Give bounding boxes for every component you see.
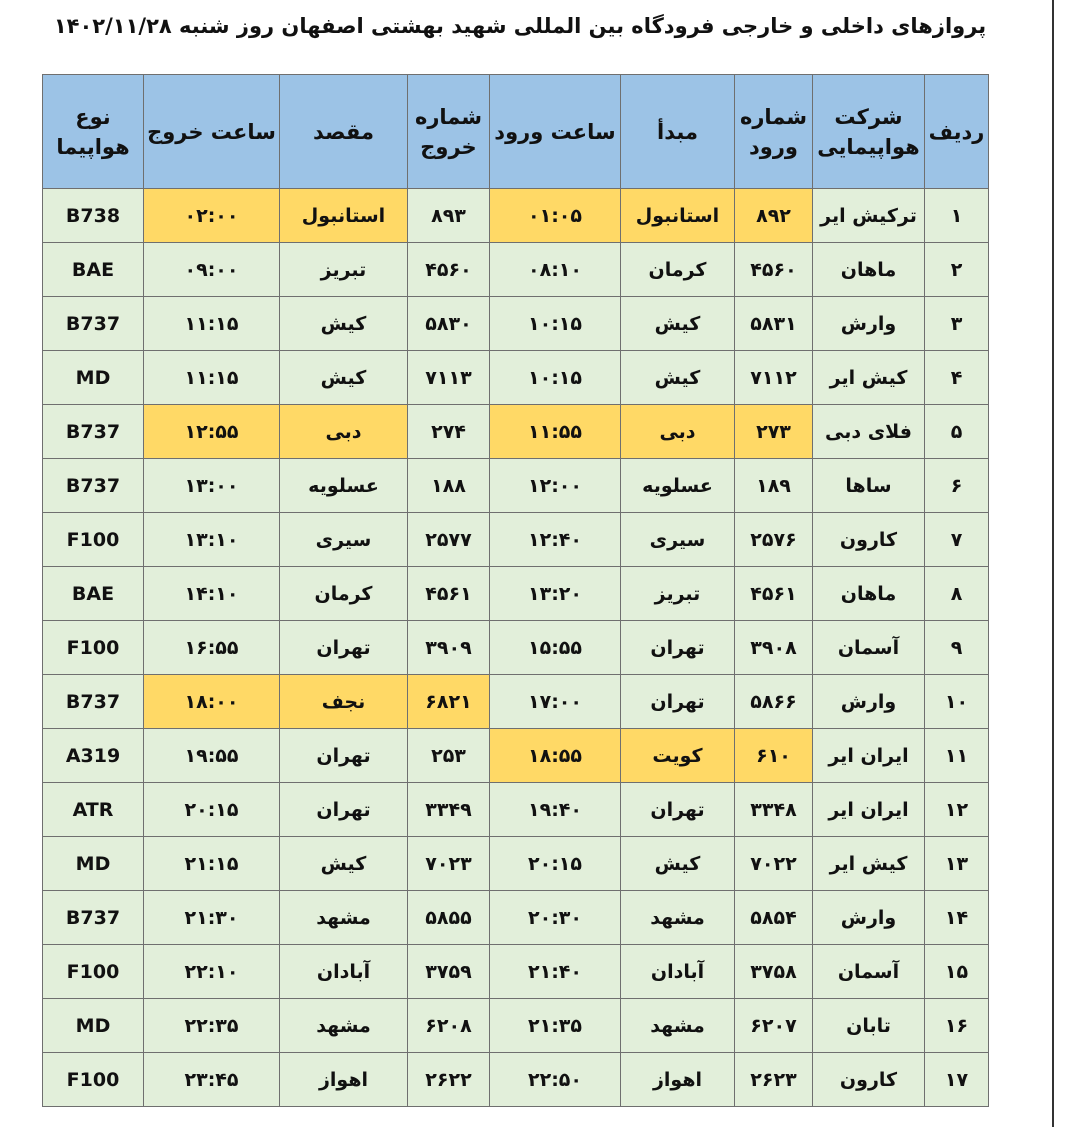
- departure-time-cell: ۱۹:۵۵: [144, 729, 280, 783]
- destination-cell: تهران: [280, 783, 408, 837]
- arrival-time-cell: ۲۲:۵۰: [490, 1053, 621, 1107]
- arrival-number-cell: ۳۳۴۸: [735, 783, 813, 837]
- departure-number-cell: ۷۱۱۳: [408, 351, 490, 405]
- departure-number-cell: ۲۷۴: [408, 405, 490, 459]
- row-number-cell: ۱۲: [925, 783, 989, 837]
- header-arrival-number: شماره ورود: [735, 75, 813, 189]
- header-row-number: ردیف: [925, 75, 989, 189]
- airline-cell: کیش ایر: [813, 837, 925, 891]
- page-title: پروازهای داخلی و خارجی فرودگاه بین المللی شهید بهشتی اصفهان روز شنبه ۱۴۰۲/۱۱/۲۸: [53, 14, 987, 38]
- destination-cell: کیش: [280, 351, 408, 405]
- departure-number-cell: ۴۵۶۰: [408, 243, 490, 297]
- aircraft-type-cell: B737: [43, 459, 144, 513]
- table-row: [43, 945, 989, 999]
- aircraft-type-cell: A319: [43, 729, 144, 783]
- origin-cell: آبادان: [621, 945, 735, 999]
- airline-cell: فلای دبی: [813, 405, 925, 459]
- origin-cell: کرمان: [621, 243, 735, 297]
- arrival-time-cell: ۱۰:۱۵: [490, 297, 621, 351]
- arrival-time-cell: ۲۱:۳۵: [490, 999, 621, 1053]
- departure-time-cell: ۲۳:۴۵: [144, 1053, 280, 1107]
- departure-number-cell: ۶۲۰۸: [408, 999, 490, 1053]
- table-row: [43, 567, 989, 621]
- row-number-cell: ۱۴: [925, 891, 989, 945]
- departure-number-cell: ۲۵۷۷: [408, 513, 490, 567]
- arrival-time-cell: ۱۹:۴۰: [490, 783, 621, 837]
- departure-time-cell: ۰۹:۰۰: [144, 243, 280, 297]
- arrival-number-cell: ۶۱۰: [735, 729, 813, 783]
- aircraft-type-cell: B737: [43, 405, 144, 459]
- row-number-cell: ۱۵: [925, 945, 989, 999]
- airline-cell: آسمان: [813, 621, 925, 675]
- table-header-row: [43, 75, 989, 189]
- airline-cell: وارش: [813, 297, 925, 351]
- table-row: [43, 621, 989, 675]
- origin-cell: کیش: [621, 351, 735, 405]
- departure-time-cell: ۰۲:۰۰: [144, 189, 280, 243]
- departure-time-cell: ۱۴:۱۰: [144, 567, 280, 621]
- airline-cell: تابان: [813, 999, 925, 1053]
- destination-cell: کیش: [280, 297, 408, 351]
- arrival-time-cell: ۱۱:۵۵: [490, 405, 621, 459]
- row-number-cell: ۷: [925, 513, 989, 567]
- table-row: [43, 675, 989, 729]
- departure-time-cell: ۲۱:۱۵: [144, 837, 280, 891]
- aircraft-type-cell: F100: [43, 513, 144, 567]
- destination-cell: تهران: [280, 729, 408, 783]
- header-departure-number: شماره خروج: [408, 75, 490, 189]
- aircraft-type-cell: MD: [43, 999, 144, 1053]
- departure-time-cell: ۱۳:۰۰: [144, 459, 280, 513]
- arrival-number-cell: ۳۷۵۸: [735, 945, 813, 999]
- departure-time-cell: ۲۱:۳۰: [144, 891, 280, 945]
- aircraft-type-cell: B737: [43, 297, 144, 351]
- table-row: [43, 297, 989, 351]
- arrival-number-cell: ۷۱۱۲: [735, 351, 813, 405]
- origin-cell: دبی: [621, 405, 735, 459]
- airline-cell: وارش: [813, 891, 925, 945]
- destination-cell: اهواز: [280, 1053, 408, 1107]
- departure-time-cell: ۱۳:۱۰: [144, 513, 280, 567]
- table-row: [43, 459, 989, 513]
- departure-number-cell: ۷۰۲۳: [408, 837, 490, 891]
- departure-time-cell: ۲۲:۱۰: [144, 945, 280, 999]
- origin-cell: تهران: [621, 675, 735, 729]
- table-row: [43, 513, 989, 567]
- origin-cell: تبریز: [621, 567, 735, 621]
- row-number-cell: ۵: [925, 405, 989, 459]
- row-number-cell: ۱۱: [925, 729, 989, 783]
- airline-cell: ترکیش ایر: [813, 189, 925, 243]
- row-number-cell: ۱۷: [925, 1053, 989, 1107]
- table-row: [43, 729, 989, 783]
- departure-number-cell: ۳۳۴۹: [408, 783, 490, 837]
- arrival-time-cell: ۱۲:۰۰: [490, 459, 621, 513]
- airline-cell: ساها: [813, 459, 925, 513]
- destination-cell: مشهد: [280, 891, 408, 945]
- table-row: [43, 351, 989, 405]
- table-row: [43, 999, 989, 1053]
- destination-cell: تبریز: [280, 243, 408, 297]
- departure-time-cell: ۱۸:۰۰: [144, 675, 280, 729]
- header-aircraft-type: نوع هواپیما: [43, 75, 144, 189]
- page-edge-rule: [1052, 0, 1054, 1127]
- arrival-number-cell: ۶۲۰۷: [735, 999, 813, 1053]
- arrival-time-cell: ۲۰:۱۵: [490, 837, 621, 891]
- origin-cell: مشهد: [621, 891, 735, 945]
- aircraft-type-cell: F100: [43, 1053, 144, 1107]
- flights-table: [42, 74, 989, 1107]
- row-number-cell: ۱۶: [925, 999, 989, 1053]
- aircraft-type-cell: B737: [43, 891, 144, 945]
- row-number-cell: ۹: [925, 621, 989, 675]
- row-number-cell: ۱: [925, 189, 989, 243]
- origin-cell: کویت: [621, 729, 735, 783]
- destination-cell: تهران: [280, 621, 408, 675]
- origin-cell: مشهد: [621, 999, 735, 1053]
- row-number-cell: ۱۰: [925, 675, 989, 729]
- departure-number-cell: ۶۸۲۱: [408, 675, 490, 729]
- row-number-cell: ۶: [925, 459, 989, 513]
- arrival-number-cell: ۴۵۶۰: [735, 243, 813, 297]
- airline-cell: کارون: [813, 513, 925, 567]
- arrival-time-cell: ۲۱:۴۰: [490, 945, 621, 999]
- airline-cell: آسمان: [813, 945, 925, 999]
- row-number-cell: ۱۳: [925, 837, 989, 891]
- airline-cell: وارش: [813, 675, 925, 729]
- table-row: [43, 243, 989, 297]
- departure-number-cell: ۲۵۳: [408, 729, 490, 783]
- origin-cell: تهران: [621, 621, 735, 675]
- airline-cell: کارون: [813, 1053, 925, 1107]
- arrival-number-cell: ۵۸۶۶: [735, 675, 813, 729]
- arrival-time-cell: ۱۰:۱۵: [490, 351, 621, 405]
- arrival-number-cell: ۲۷۳: [735, 405, 813, 459]
- aircraft-type-cell: B738: [43, 189, 144, 243]
- aircraft-type-cell: ATR: [43, 783, 144, 837]
- departure-number-cell: ۸۹۳: [408, 189, 490, 243]
- departure-number-cell: ۳۹۰۹: [408, 621, 490, 675]
- arrival-number-cell: ۴۵۶۱: [735, 567, 813, 621]
- header-airline: شرکت هواپیمایی: [813, 75, 925, 189]
- arrival-time-cell: ۰۱:۰۵: [490, 189, 621, 243]
- arrival-time-cell: ۱۸:۵۵: [490, 729, 621, 783]
- departure-time-cell: ۱۱:۱۵: [144, 351, 280, 405]
- table-row: [43, 189, 989, 243]
- table-row: [43, 837, 989, 891]
- table-row: [43, 1053, 989, 1107]
- departure-number-cell: ۱۸۸: [408, 459, 490, 513]
- destination-cell: آبادان: [280, 945, 408, 999]
- header-destination: مقصد: [280, 75, 408, 189]
- origin-cell: کیش: [621, 837, 735, 891]
- origin-cell: تهران: [621, 783, 735, 837]
- arrival-time-cell: ۰۸:۱۰: [490, 243, 621, 297]
- arrival-time-cell: ۱۵:۵۵: [490, 621, 621, 675]
- departure-time-cell: ۱۲:۵۵: [144, 405, 280, 459]
- row-number-cell: ۲: [925, 243, 989, 297]
- arrival-number-cell: ۷۰۲۲: [735, 837, 813, 891]
- table-row: [43, 405, 989, 459]
- aircraft-type-cell: BAE: [43, 567, 144, 621]
- departure-time-cell: ۲۲:۳۵: [144, 999, 280, 1053]
- table-row: [43, 783, 989, 837]
- departure-time-cell: ۱۱:۱۵: [144, 297, 280, 351]
- origin-cell: کیش: [621, 297, 735, 351]
- arrival-time-cell: ۱۳:۲۰: [490, 567, 621, 621]
- row-number-cell: ۳: [925, 297, 989, 351]
- arrival-time-cell: ۱۲:۴۰: [490, 513, 621, 567]
- row-number-cell: ۸: [925, 567, 989, 621]
- departure-number-cell: ۳۷۵۹: [408, 945, 490, 999]
- header-departure-time: ساعت خروج: [144, 75, 280, 189]
- destination-cell: سیری: [280, 513, 408, 567]
- origin-cell: استانبول: [621, 189, 735, 243]
- aircraft-type-cell: BAE: [43, 243, 144, 297]
- origin-cell: سیری: [621, 513, 735, 567]
- arrival-time-cell: ۲۰:۳۰: [490, 891, 621, 945]
- aircraft-type-cell: MD: [43, 351, 144, 405]
- departure-time-cell: ۲۰:۱۵: [144, 783, 280, 837]
- destination-cell: نجف: [280, 675, 408, 729]
- arrival-number-cell: ۸۹۲: [735, 189, 813, 243]
- header-arrival-time: ساعت ورود: [490, 75, 621, 189]
- destination-cell: کیش: [280, 837, 408, 891]
- destination-cell: کرمان: [280, 567, 408, 621]
- arrival-number-cell: ۱۸۹: [735, 459, 813, 513]
- departure-number-cell: ۵۸۳۰: [408, 297, 490, 351]
- aircraft-type-cell: F100: [43, 621, 144, 675]
- arrival-time-cell: ۱۷:۰۰: [490, 675, 621, 729]
- row-number-cell: ۴: [925, 351, 989, 405]
- table-row: [43, 891, 989, 945]
- arrival-number-cell: ۳۹۰۸: [735, 621, 813, 675]
- origin-cell: اهواز: [621, 1053, 735, 1107]
- airline-cell: ایران ایر: [813, 783, 925, 837]
- departure-number-cell: ۴۵۶۱: [408, 567, 490, 621]
- departure-number-cell: ۵۸۵۵: [408, 891, 490, 945]
- header-origin: مبدأ: [621, 75, 735, 189]
- destination-cell: عسلویه: [280, 459, 408, 513]
- aircraft-type-cell: B737: [43, 675, 144, 729]
- destination-cell: استانبول: [280, 189, 408, 243]
- origin-cell: عسلویه: [621, 459, 735, 513]
- arrival-number-cell: ۲۵۷۶: [735, 513, 813, 567]
- airline-cell: ماهان: [813, 243, 925, 297]
- airline-cell: کیش ایر: [813, 351, 925, 405]
- departure-time-cell: ۱۶:۵۵: [144, 621, 280, 675]
- arrival-number-cell: ۵۸۳۱: [735, 297, 813, 351]
- aircraft-type-cell: MD: [43, 837, 144, 891]
- airline-cell: ایران ایر: [813, 729, 925, 783]
- airline-cell: ماهان: [813, 567, 925, 621]
- arrival-number-cell: ۵۸۵۴: [735, 891, 813, 945]
- destination-cell: دبی: [280, 405, 408, 459]
- destination-cell: مشهد: [280, 999, 408, 1053]
- arrival-number-cell: ۲۶۲۳: [735, 1053, 813, 1107]
- departure-number-cell: ۲۶۲۲: [408, 1053, 490, 1107]
- aircraft-type-cell: F100: [43, 945, 144, 999]
